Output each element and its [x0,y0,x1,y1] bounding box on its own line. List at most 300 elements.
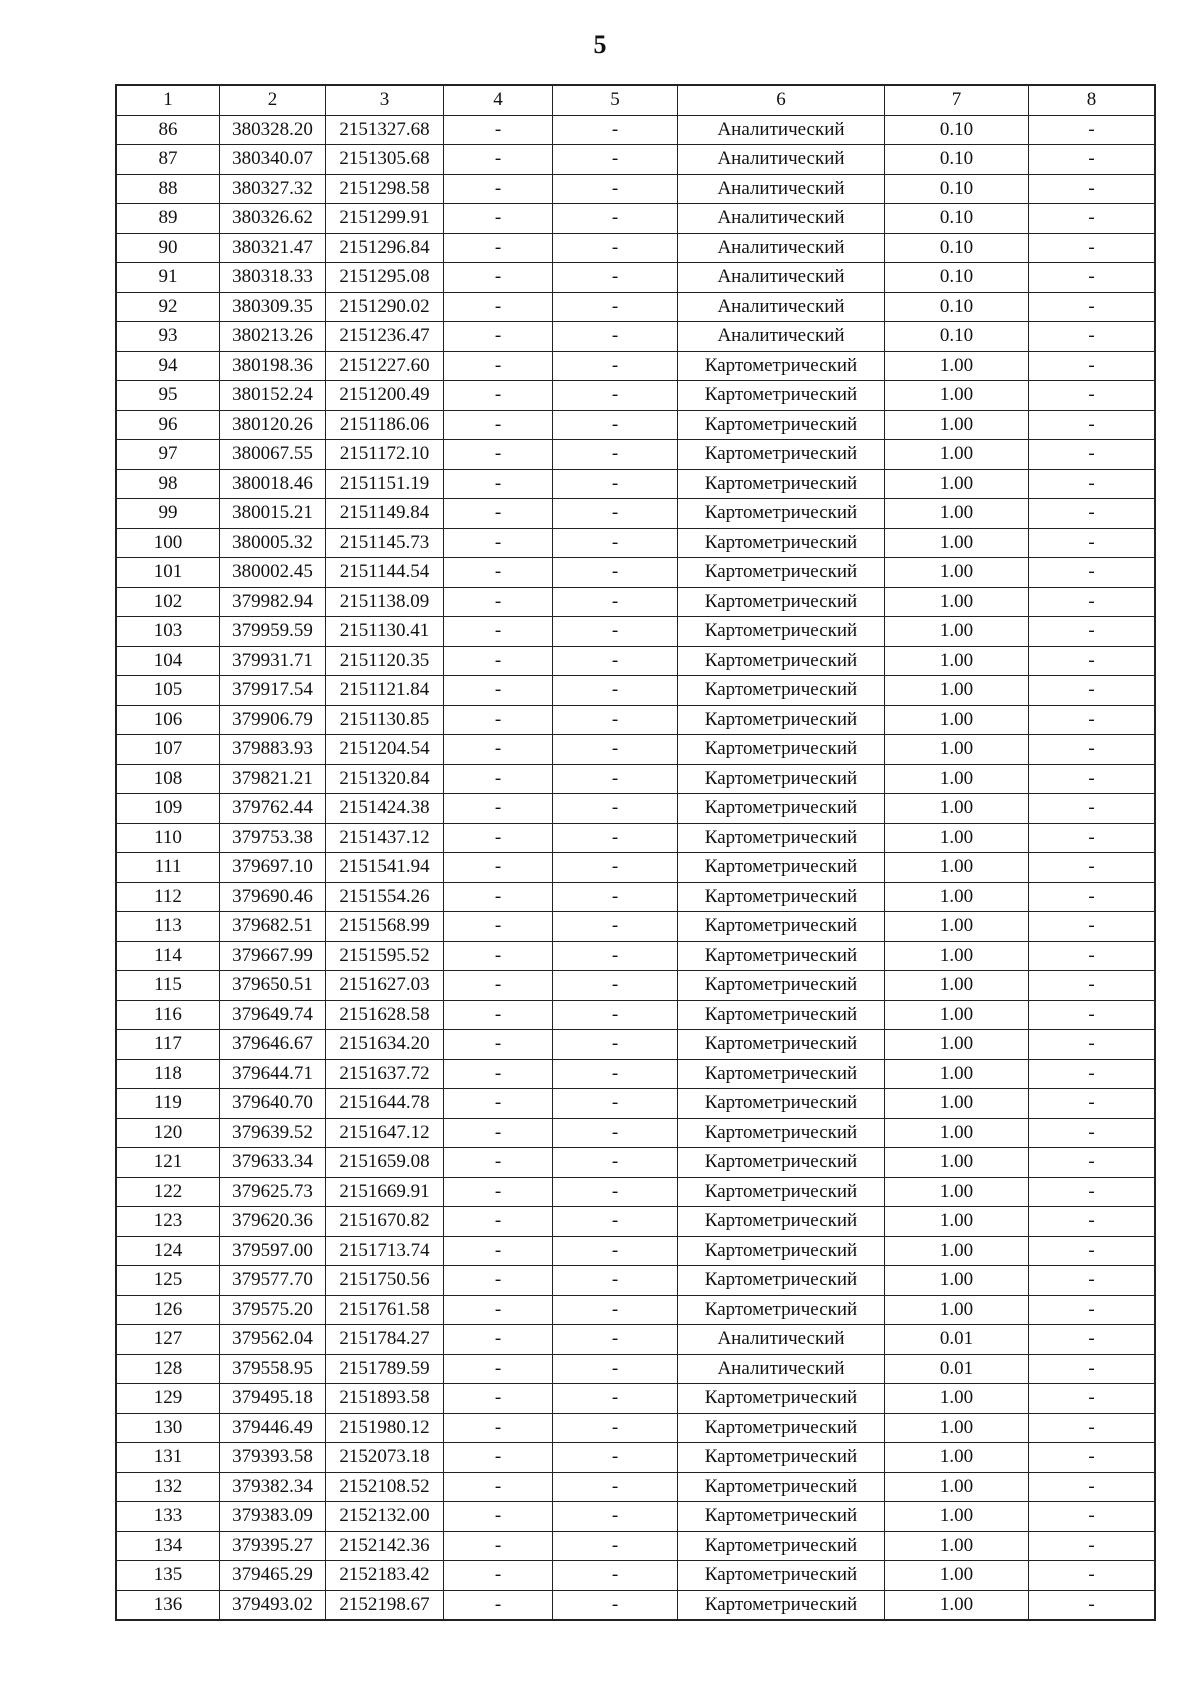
method-cell: Картометрический [678,1561,885,1591]
accuracy-cell: 1.00 [885,676,1029,706]
method-cell: Картометрический [678,1590,885,1620]
y-coordinate-cell: 2151784.27 [326,1325,444,1355]
method-cell: Аналитический [678,322,885,352]
accuracy-cell: 1.00 [885,587,1029,617]
y-coordinate-cell: 2151298.58 [326,174,444,204]
x-coordinate-cell: 379650.51 [220,971,326,1001]
col8-cell: - [1029,1502,1156,1532]
col5-cell: - [553,1384,678,1414]
method-cell: Картометрический [678,823,885,853]
accuracy-cell: 1.00 [885,735,1029,765]
col5-cell: - [553,882,678,912]
col8-cell: - [1029,1207,1156,1237]
y-coordinate-cell: 2151541.94 [326,853,444,883]
y-coordinate-cell: 2151138.09 [326,587,444,617]
table-row [116,204,1155,234]
method-cell: Аналитический [678,233,885,263]
accuracy-cell: 1.00 [885,646,1029,676]
x-coordinate-cell: 380067.55 [220,440,326,470]
point-number-cell: 124 [116,1236,220,1266]
point-number-cell: 92 [116,292,220,322]
accuracy-cell: 1.00 [885,912,1029,942]
x-coordinate-cell: 379644.71 [220,1059,326,1089]
method-cell: Картометрический [678,440,885,470]
x-coordinate-cell: 379649.74 [220,1000,326,1030]
accuracy-cell: 1.00 [885,1413,1029,1443]
col8-cell: - [1029,794,1156,824]
y-coordinate-cell: 2151130.85 [326,705,444,735]
x-coordinate-cell: 380318.33 [220,263,326,293]
accuracy-cell: 0.10 [885,115,1029,145]
col4-cell: - [444,1000,553,1030]
y-coordinate-cell: 2151204.54 [326,735,444,765]
col5-cell: - [553,1472,678,1502]
point-number-cell: 135 [116,1561,220,1591]
table-row [116,1000,1155,1030]
col4-cell: - [444,174,553,204]
point-number-cell: 95 [116,381,220,411]
table-row [116,794,1155,824]
point-number-cell: 116 [116,1000,220,1030]
col8-cell: - [1029,440,1156,470]
point-number-cell: 120 [116,1118,220,1148]
col4-cell: - [444,1266,553,1296]
method-cell: Аналитический [678,1354,885,1384]
y-coordinate-cell: 2152183.42 [326,1561,444,1591]
col8-cell: - [1029,174,1156,204]
col5-cell: - [553,587,678,617]
point-number-cell: 103 [116,617,220,647]
col5-cell: - [553,1148,678,1178]
method-cell: Картометрический [678,587,885,617]
col4-cell: - [444,528,553,558]
y-coordinate-cell: 2151151.19 [326,469,444,499]
table-row [116,351,1155,381]
table-row [116,292,1155,322]
col5-cell: - [553,1118,678,1148]
table-row [116,440,1155,470]
point-number-cell: 129 [116,1384,220,1414]
col8-cell: - [1029,735,1156,765]
col4-cell: - [444,1089,553,1119]
y-coordinate-cell: 2152108.52 [326,1472,444,1502]
table-row [116,1266,1155,1296]
method-cell: Картометрический [678,410,885,440]
col4-cell: - [444,1413,553,1443]
y-coordinate-cell: 2151296.84 [326,233,444,263]
col4-cell: - [444,469,553,499]
col8-cell: - [1029,1118,1156,1148]
table-row [116,646,1155,676]
accuracy-cell: 1.00 [885,558,1029,588]
col5-cell: - [553,1059,678,1089]
method-cell: Картометрический [678,764,885,794]
col4-cell: - [444,1531,553,1561]
accuracy-cell: 1.00 [885,1266,1029,1296]
point-number-cell: 112 [116,882,220,912]
col8-cell: - [1029,941,1156,971]
col8-cell: - [1029,1030,1156,1060]
col4-cell: - [444,1295,553,1325]
table-row [116,617,1155,647]
table-row [116,1177,1155,1207]
method-cell: Картометрический [678,853,885,883]
col8-cell: - [1029,322,1156,352]
point-number-cell: 115 [116,971,220,1001]
column-header: 3 [326,85,444,115]
col4-cell: - [444,941,553,971]
accuracy-cell: 1.00 [885,971,1029,1001]
y-coordinate-cell: 2151290.02 [326,292,444,322]
col5-cell: - [553,1089,678,1119]
accuracy-cell: 0.01 [885,1325,1029,1355]
y-coordinate-cell: 2151236.47 [326,322,444,352]
x-coordinate-cell: 380005.32 [220,528,326,558]
col5-cell: - [553,1590,678,1620]
y-coordinate-cell: 2151893.58 [326,1384,444,1414]
col5-cell: - [553,1502,678,1532]
method-cell: Картометрический [678,1177,885,1207]
table-row [116,1443,1155,1473]
col4-cell: - [444,351,553,381]
col4-cell: - [444,558,553,588]
y-coordinate-cell: 2151637.72 [326,1059,444,1089]
table-row [116,381,1155,411]
y-coordinate-cell: 2151595.52 [326,941,444,971]
col8-cell: - [1029,1000,1156,1030]
y-coordinate-cell: 2151186.06 [326,410,444,440]
point-number-cell: 107 [116,735,220,765]
col5-cell: - [553,1207,678,1237]
point-number-cell: 119 [116,1089,220,1119]
method-cell: Картометрический [678,676,885,706]
method-cell: Картометрический [678,1295,885,1325]
col4-cell: - [444,115,553,145]
accuracy-cell: 1.00 [885,1561,1029,1591]
method-cell: Аналитический [678,145,885,175]
point-number-cell: 86 [116,115,220,145]
table-row [116,115,1155,145]
x-coordinate-cell: 379465.29 [220,1561,326,1591]
y-coordinate-cell: 2151980.12 [326,1413,444,1443]
point-number-cell: 94 [116,351,220,381]
accuracy-cell: 1.00 [885,882,1029,912]
col4-cell: - [444,1118,553,1148]
x-coordinate-cell: 379393.58 [220,1443,326,1473]
y-coordinate-cell: 2151644.78 [326,1089,444,1119]
col5-cell: - [553,1531,678,1561]
accuracy-cell: 1.00 [885,941,1029,971]
method-cell: Картометрический [678,1531,885,1561]
col8-cell: - [1029,587,1156,617]
col5-cell: - [553,1413,678,1443]
col4-cell: - [444,145,553,175]
col8-cell: - [1029,1177,1156,1207]
x-coordinate-cell: 380213.26 [220,322,326,352]
col5-cell: - [553,1354,678,1384]
y-coordinate-cell: 2151634.20 [326,1030,444,1060]
col5-cell: - [553,676,678,706]
method-cell: Картометрический [678,646,885,676]
x-coordinate-cell: 379562.04 [220,1325,326,1355]
y-coordinate-cell: 2151149.84 [326,499,444,529]
col4-cell: - [444,204,553,234]
point-number-cell: 111 [116,853,220,883]
x-coordinate-cell: 379495.18 [220,1384,326,1414]
col4-cell: - [444,1354,553,1384]
col8-cell: - [1029,204,1156,234]
accuracy-cell: 1.00 [885,1089,1029,1119]
table-row [116,233,1155,263]
col4-cell: - [444,263,553,293]
accuracy-cell: 1.00 [885,1443,1029,1473]
table-row [116,941,1155,971]
col8-cell: - [1029,381,1156,411]
accuracy-cell: 1.00 [885,1000,1029,1030]
x-coordinate-cell: 379959.59 [220,617,326,647]
method-cell: Аналитический [678,204,885,234]
point-number-cell: 106 [116,705,220,735]
accuracy-cell: 1.00 [885,705,1029,735]
table-row [116,1354,1155,1384]
accuracy-cell: 0.10 [885,292,1029,322]
column-header: 8 [1029,85,1156,115]
y-coordinate-cell: 2151424.38 [326,794,444,824]
point-number-cell: 99 [116,499,220,529]
table-row [116,469,1155,499]
table-row [116,145,1155,175]
accuracy-cell: 1.00 [885,1384,1029,1414]
point-number-cell: 104 [116,646,220,676]
point-number-cell: 93 [116,322,220,352]
accuracy-cell: 1.00 [885,1502,1029,1532]
col5-cell: - [553,1236,678,1266]
y-coordinate-cell: 2151144.54 [326,558,444,588]
accuracy-cell: 1.00 [885,1295,1029,1325]
y-coordinate-cell: 2151659.08 [326,1148,444,1178]
x-coordinate-cell: 379646.67 [220,1030,326,1060]
col4-cell: - [444,853,553,883]
table-row [116,410,1155,440]
col8-cell: - [1029,1236,1156,1266]
y-coordinate-cell: 2151554.26 [326,882,444,912]
col5-cell: - [553,1443,678,1473]
col4-cell: - [444,1030,553,1060]
accuracy-cell: 0.10 [885,174,1029,204]
col8-cell: - [1029,912,1156,942]
y-coordinate-cell: 2151299.91 [326,204,444,234]
table-row [116,1030,1155,1060]
table-row [116,676,1155,706]
col8-cell: - [1029,1531,1156,1561]
point-number-cell: 87 [116,145,220,175]
table-row [116,1118,1155,1148]
point-number-cell: 134 [116,1531,220,1561]
col8-cell: - [1029,410,1156,440]
col5-cell: - [553,440,678,470]
col4-cell: - [444,1384,553,1414]
x-coordinate-cell: 379575.20 [220,1295,326,1325]
col4-cell: - [444,499,553,529]
accuracy-cell: 1.00 [885,528,1029,558]
col8-cell: - [1029,1561,1156,1591]
col4-cell: - [444,587,553,617]
col5-cell: - [553,233,678,263]
col5-cell: - [553,1030,678,1060]
x-coordinate-cell: 379931.71 [220,646,326,676]
col4-cell: - [444,617,553,647]
col8-cell: - [1029,263,1156,293]
y-coordinate-cell: 2151628.58 [326,1000,444,1030]
table-row [116,705,1155,735]
point-number-cell: 88 [116,174,220,204]
accuracy-cell: 1.00 [885,440,1029,470]
table-row [116,1531,1155,1561]
table-row [116,1207,1155,1237]
column-header: 1 [116,85,220,115]
col5-cell: - [553,617,678,647]
point-number-cell: 110 [116,823,220,853]
point-number-cell: 122 [116,1177,220,1207]
x-coordinate-cell: 379383.09 [220,1502,326,1532]
x-coordinate-cell: 379682.51 [220,912,326,942]
y-coordinate-cell: 2151750.56 [326,1266,444,1296]
method-cell: Картометрический [678,1118,885,1148]
table-row [116,263,1155,293]
col4-cell: - [444,292,553,322]
method-cell: Аналитический [678,115,885,145]
accuracy-cell: 1.00 [885,853,1029,883]
method-cell: Картометрический [678,1502,885,1532]
point-number-cell: 125 [116,1266,220,1296]
y-coordinate-cell: 2151145.73 [326,528,444,558]
x-coordinate-cell: 379493.02 [220,1590,326,1620]
x-coordinate-cell: 380340.07 [220,145,326,175]
accuracy-cell: 1.00 [885,410,1029,440]
col5-cell: - [553,263,678,293]
x-coordinate-cell: 380018.46 [220,469,326,499]
x-coordinate-cell: 379620.36 [220,1207,326,1237]
y-coordinate-cell: 2151121.84 [326,676,444,706]
y-coordinate-cell: 2151200.49 [326,381,444,411]
method-cell: Картометрический [678,941,885,971]
table-header-row [116,85,1155,115]
y-coordinate-cell: 2151713.74 [326,1236,444,1266]
x-coordinate-cell: 379753.38 [220,823,326,853]
col5-cell: - [553,351,678,381]
method-cell: Картометрический [678,381,885,411]
method-cell: Картометрический [678,1384,885,1414]
point-number-cell: 123 [116,1207,220,1237]
col5-cell: - [553,292,678,322]
x-coordinate-cell: 380309.35 [220,292,326,322]
accuracy-cell: 1.00 [885,1148,1029,1178]
accuracy-cell: 0.10 [885,233,1029,263]
col4-cell: - [444,823,553,853]
col4-cell: - [444,882,553,912]
y-coordinate-cell: 2151305.68 [326,145,444,175]
x-coordinate-cell: 379917.54 [220,676,326,706]
table-row [116,853,1155,883]
point-number-cell: 97 [116,440,220,470]
col4-cell: - [444,381,553,411]
col4-cell: - [444,1443,553,1473]
col5-cell: - [553,145,678,175]
method-cell: Картометрический [678,1148,885,1178]
accuracy-cell: 0.10 [885,145,1029,175]
table-row [116,528,1155,558]
col4-cell: - [444,794,553,824]
table-row [116,1384,1155,1414]
point-number-cell: 127 [116,1325,220,1355]
y-coordinate-cell: 2151120.35 [326,646,444,676]
col8-cell: - [1029,764,1156,794]
method-cell: Картометрический [678,1030,885,1060]
coordinates-table [115,84,1156,1621]
col5-cell: - [553,558,678,588]
x-coordinate-cell: 379558.95 [220,1354,326,1384]
table-row [116,1413,1155,1443]
col4-cell: - [444,971,553,1001]
x-coordinate-cell: 380321.47 [220,233,326,263]
table-row [116,558,1155,588]
col5-cell: - [553,499,678,529]
accuracy-cell: 1.00 [885,1118,1029,1148]
col8-cell: - [1029,1266,1156,1296]
col5-cell: - [553,204,678,234]
y-coordinate-cell: 2151327.68 [326,115,444,145]
table-body [116,115,1155,1620]
x-coordinate-cell: 379821.21 [220,764,326,794]
col8-cell: - [1029,1384,1156,1414]
col8-cell: - [1029,558,1156,588]
method-cell: Картометрический [678,735,885,765]
point-number-cell: 117 [116,1030,220,1060]
accuracy-cell: 1.00 [885,764,1029,794]
col5-cell: - [553,410,678,440]
y-coordinate-cell: 2151761.58 [326,1295,444,1325]
point-number-cell: 105 [116,676,220,706]
col4-cell: - [444,410,553,440]
col4-cell: - [444,646,553,676]
table-row [116,882,1155,912]
col4-cell: - [444,1472,553,1502]
col5-cell: - [553,1295,678,1325]
point-number-cell: 113 [116,912,220,942]
point-number-cell: 133 [116,1502,220,1532]
y-coordinate-cell: 2152142.36 [326,1531,444,1561]
col4-cell: - [444,912,553,942]
column-header: 7 [885,85,1029,115]
accuracy-cell: 0.10 [885,204,1029,234]
y-coordinate-cell: 2152198.67 [326,1590,444,1620]
point-number-cell: 101 [116,558,220,588]
table-row [116,1295,1155,1325]
x-coordinate-cell: 379906.79 [220,705,326,735]
method-cell: Картометрический [678,1443,885,1473]
accuracy-cell: 0.01 [885,1354,1029,1384]
col4-cell: - [444,233,553,263]
accuracy-cell: 1.00 [885,1590,1029,1620]
table-row [116,174,1155,204]
method-cell: Аналитический [678,1325,885,1355]
col8-cell: - [1029,115,1156,145]
table-row [116,1472,1155,1502]
col5-cell: - [553,528,678,558]
y-coordinate-cell: 2152132.00 [326,1502,444,1532]
table-row [116,587,1155,617]
col4-cell: - [444,1207,553,1237]
